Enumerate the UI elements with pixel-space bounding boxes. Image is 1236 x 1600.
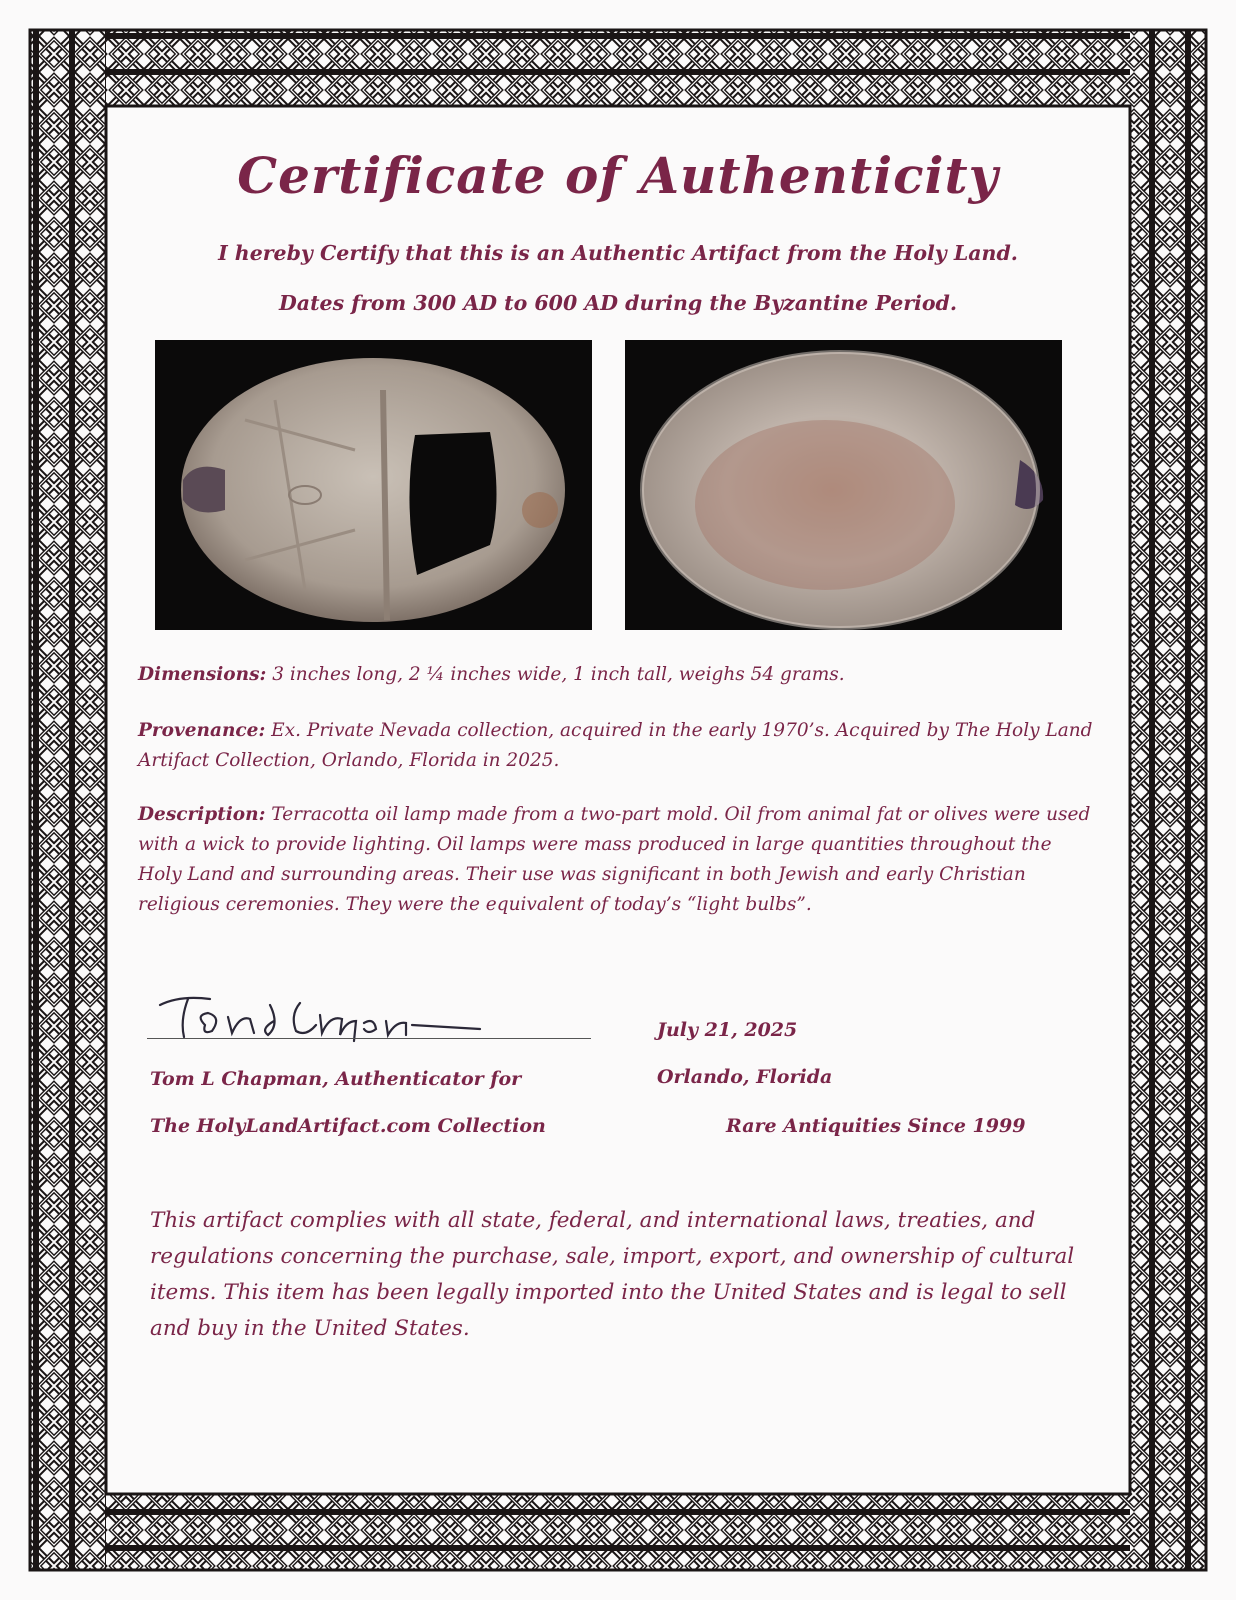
dimensions-text: 3 inches long, 2 ¼ inches wide, 1 inch tall, weighs 54 grams. xyxy=(272,664,845,685)
provenance-paragraph xyxy=(138,716,1098,776)
authenticator-name: Tom L Chapman, Authenticator for xyxy=(150,1068,522,1090)
established-tagline: Rare Antiquities Since 1999 xyxy=(726,1115,1026,1137)
signature-line xyxy=(147,1038,591,1039)
legal-compliance-statement: This artifact complies with all state, federal, and international laws, treaties, and regulations concerning the purchase, sale, import, export, and ownership of cultural items. This item has been legally imported into the United States and is legal to sell and buy in the United States. xyxy=(150,1208,1075,1341)
dating-statement: Dates from 300 AD to 600 AD during the Byzantine Period. xyxy=(279,291,957,315)
artifact-photo-top xyxy=(155,340,592,630)
certificate-location: Orlando, Florida xyxy=(657,1066,833,1088)
provenance-label: Provenance: xyxy=(138,720,266,741)
oil-lamp-bottom-view-image xyxy=(625,340,1062,630)
certify-statement: I hereby Certify that this is an Authentic Artifact from the Holy Land. xyxy=(218,241,1018,265)
description-paragraph xyxy=(138,800,1098,920)
handwritten-signature xyxy=(150,985,590,1045)
collection-name: The HolyLandArtifact.com Collection xyxy=(150,1115,546,1137)
description-text: Terracotta oil lamp made from a two-part mold. Oil from animal fat or olives were used with a wick to provide lighting. Oil lamps were mass produced in large quantities throughout the Holy Land and surrounding areas. Their use was significant in both Jewish and early Christian religious ceremonies. They were the equivalent of today’s “light bulbs”. xyxy=(138,804,1091,915)
dimensions-paragraph xyxy=(138,660,1098,690)
oil-lamp-top-view-image xyxy=(155,340,592,630)
provenance-text: Ex. Private Nevada collection, acquired in the early 1970’s. Acquired by The Holy Land Artifact Collection, Orlando, Florida in 2025. xyxy=(138,720,1093,771)
signature-image xyxy=(150,985,590,1045)
certificate-date: July 21, 2025 xyxy=(657,1019,798,1041)
dimensions-label: Dimensions: xyxy=(138,664,267,685)
description-label: Description: xyxy=(138,804,266,825)
certificate-title: Certificate of Authenticity xyxy=(237,146,999,205)
artifact-photo-bottom xyxy=(625,340,1062,630)
